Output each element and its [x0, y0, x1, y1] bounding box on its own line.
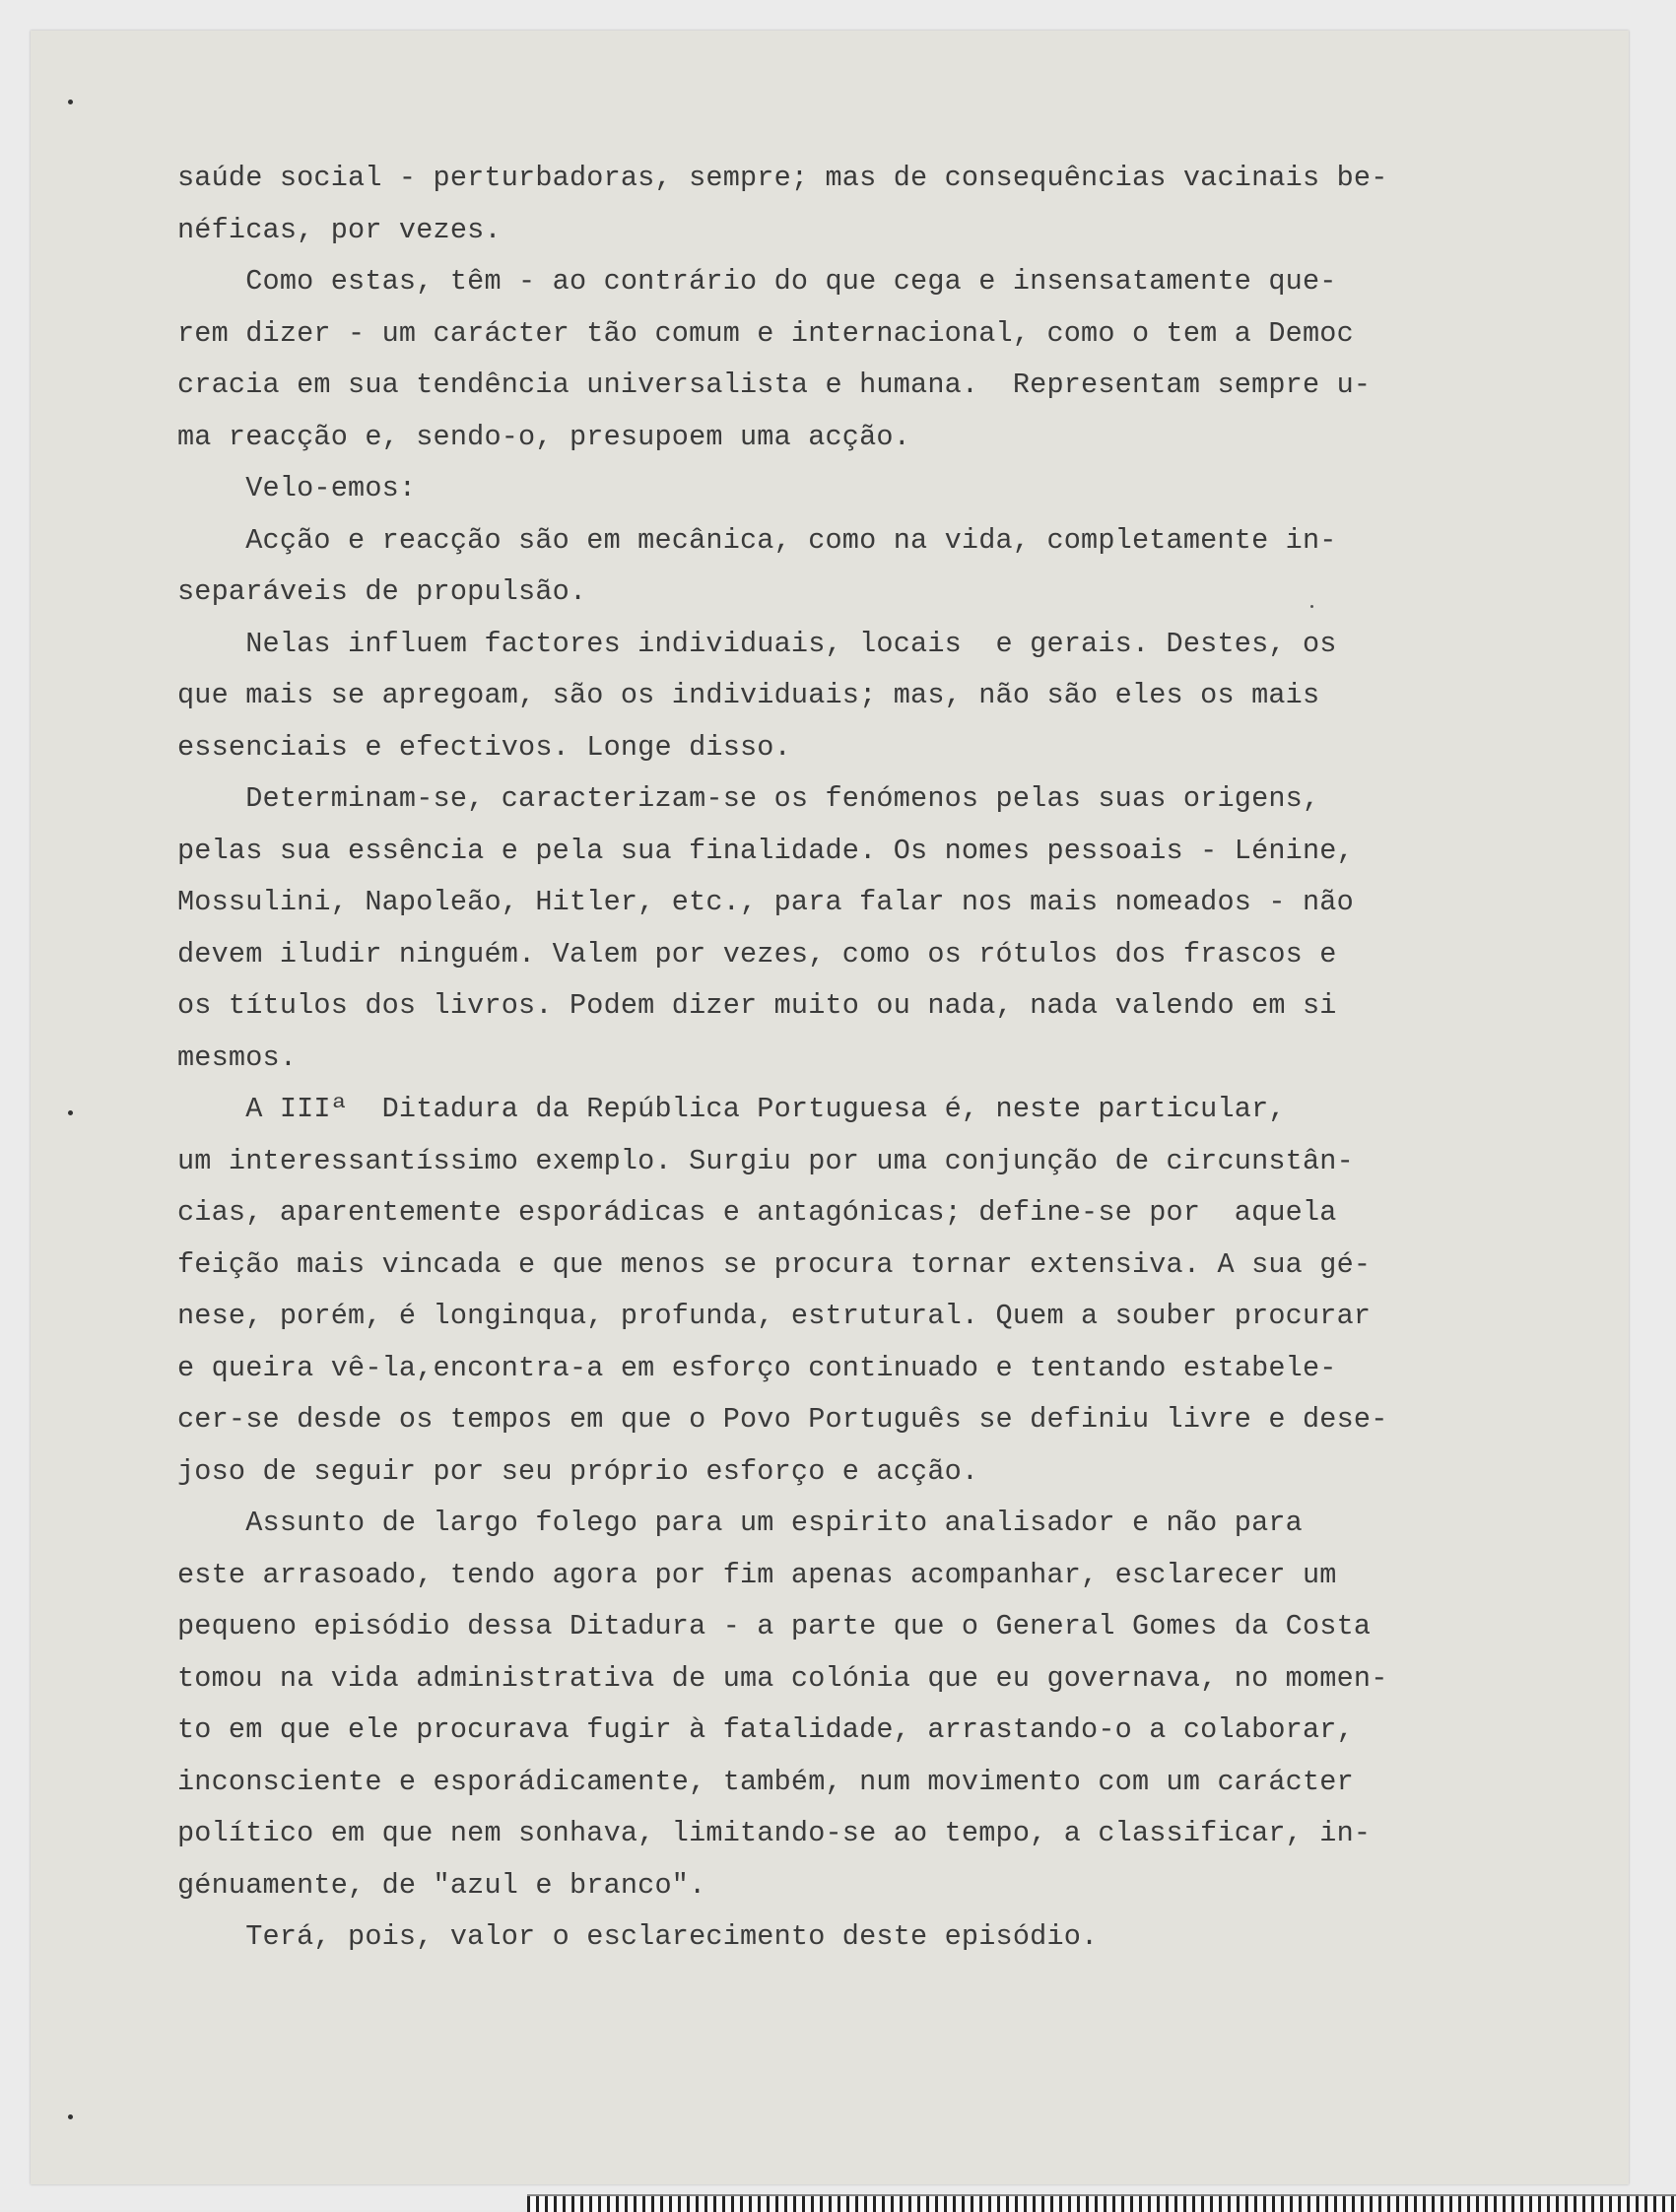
text-line: político em que nem sonhava, limitando-se ao tempo, a classificar, in- — [177, 1817, 1372, 1849]
text-line: tomou na vida administrativa de uma colónia que eu governava, no momen- — [177, 1661, 1388, 1695]
text-line: mesmos. — [177, 1040, 298, 1074]
text-line: separáveis de propulsão. — [177, 575, 587, 608]
text-line: to em que ele procurava fugir à fatalidade, arrastando-o a colaborar, — [177, 1713, 1354, 1746]
text-line: feição mais vincada e que menos se procura tornar extensiva. A sua gé- — [177, 1247, 1372, 1281]
text-line: inconsciente e esporádicamente, também, num movimento com um carácter — [177, 1765, 1354, 1798]
text-line: devem iludir ninguém. Valem por vezes, como os rótulos dos frascos e — [177, 937, 1337, 971]
text-line: néficas, por vezes. — [177, 213, 502, 246]
text-line: A IIIª Ditadura da República Portuguesa é, neste particular, — [177, 1093, 1286, 1125]
text-line: nese, porém, é longinqua, profunda, estrutural. Quem a souber procurar — [177, 1300, 1372, 1332]
text-line: Acção e reacção são em mecânica, como na vida, completamente in- — [177, 523, 1337, 557]
text-line: génuamente, de "azul e branco". — [177, 1868, 706, 1902]
text-line: joso de seguir por seu próprio esforço e acção. — [177, 1454, 979, 1488]
text-line: pequeno episódio dessa Ditadura - a parte que o General Gomes da Costa — [177, 1610, 1372, 1642]
margin-dot-bottom — [68, 2114, 73, 2119]
text-line: um interessantíssimo exemplo. Surgiu por uma conjunção de circunstân- — [177, 1144, 1354, 1177]
typescript-body — [177, 153, 1537, 1964]
text-line: os títulos dos livros. Podem dizer muito ou nada, nada valendo em si — [177, 989, 1337, 1022]
text-line: rem dizer - um carácter tão comum e internacional, como o tem a Democ — [177, 316, 1354, 350]
text-line: cer-se desde os tempos em que o Povo Português se definiu livre e dese- — [177, 1403, 1388, 1436]
text-line: este arrasoado, tendo agora por fim apenas acompanhar, esclarecer um — [177, 1558, 1337, 1591]
text-line: Terá, pois, valor o esclarecimento deste episódio. — [177, 1920, 1099, 1953]
text-line: Assunto de largo folego para um espirito analisador e não para — [177, 1507, 1303, 1539]
text-line: que mais se apregoam, são os individuais; mas, não são eles os mais — [177, 679, 1320, 711]
scan-scale-bar — [527, 2194, 1676, 2212]
text-line: pelas sua essência e pela sua finalidade. Os nomes pessoais - Lénine, — [177, 834, 1354, 867]
text-line: essenciais e efectivos. Longe disso. — [177, 730, 791, 764]
text-line: cias, aparentemente esporádicas e antagónicas; define-se por aquela — [177, 1196, 1337, 1229]
text-line: ma reacção e, sendo-o, presupoem uma acção. — [177, 420, 911, 453]
text-line: Mossulini, Napoleão, Hitler, etc., para falar nos mais nomeados - não — [177, 886, 1354, 918]
text-line: Determinam-se, caracterizam-se os fenómenos pelas suas origens, — [177, 782, 1320, 815]
margin-dot-top — [68, 100, 73, 104]
text-line: saúde social - perturbadoras, sempre; mas de consequências vacinais be- — [177, 162, 1388, 194]
margin-dot-middle — [68, 1110, 73, 1115]
text-line: e queira vê-la,encontra-a em esforço continuado e tentando estabele- — [177, 1351, 1337, 1384]
text-line: cracia em sua tendência universalista e humana. Representam sempre u- — [177, 369, 1372, 401]
text-line: Como estas, têm - ao contrário do que cega e insensatamente que- — [177, 265, 1337, 298]
text-line: Velo-emos: — [177, 472, 417, 504]
text-line: Nelas influem factores individuais, locais e gerais. Destes, os — [177, 627, 1337, 660]
